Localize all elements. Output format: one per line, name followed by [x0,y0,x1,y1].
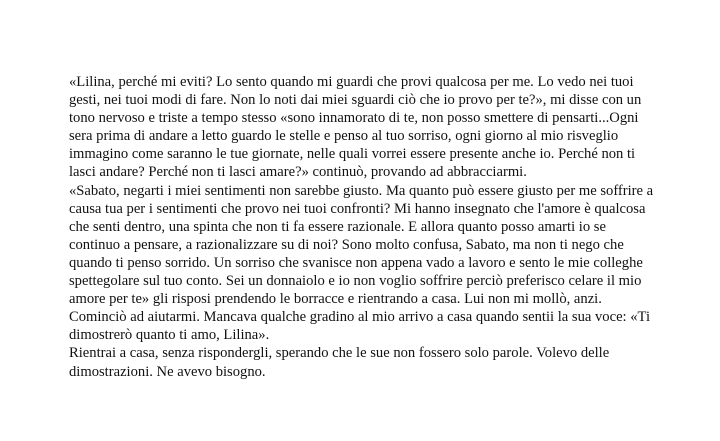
paragraph-3 [69,344,669,380]
text-line: tono nervoso e triste a tempo stesso «sono innamorato di te, non posso smettere di pensarti...Ogni [69,110,639,127]
text-line: dimostrerò quanto ti amo, Lilina». [69,327,270,344]
text-line: dimostrazioni. Ne avevo bisogno. [69,363,266,380]
text-line: quando ti penso sorrido. Un sorriso che svanisce non appena vado a lavoro e sento le mie colleghe [69,254,643,271]
text-line: «Sabato, negarti i miei sentimenti non sarebbe giusto. Ma quanto può essere giusto per me soffrire a [69,182,654,199]
text-line: continuo a pensare, a razionalizzare su di noi? Sono molto confusa, Sabato, ma non ti nego che [69,236,624,253]
text-line: causa tua per i sentimenti che provo nei tuoi confronti? Mi hanno insegnato che l'amore è qualcosa [69,200,646,217]
paragraph-1 [69,73,669,182]
text-line: Rientrai a casa, senza rispondergli, sperando che le sue non fossero solo parole. Volevo delle [69,345,610,362]
text-line: gesti, nei tuoi modi di fare. Non lo noti dai miei sguardi ciò che io provo per te?», mi disse con un [69,92,642,109]
body-text [69,73,669,381]
text-line: amore per te» gli risposi prendendo le borracce e rientrando a casa. Lui non mi mollò, anzi. [69,291,602,308]
text-line: spettegolare sul tuo conto. Sei un donnaiolo e io non voglio soffrire perciò preferisco celare il mio [69,273,642,290]
paragraph-2 [69,182,669,345]
text-line: immagino come saranno le tue giornate, nelle quali vorrei essere presente anche io. Perché non ti [69,146,636,163]
text-line: che senti dentro, una spinta che non ti fa essere razionale. E allora quanto posso amarti io se [69,218,606,235]
text-line: Cominciò ad aiutarmi. Mancava qualche gradino al mio arrivo a casa quando sentii la sua voce: «Ti [69,309,651,326]
text-line: sera prima di andare a letto guardo le stelle e penso al tuo sorriso, ogni giorno al mio risveglio [69,128,619,145]
text-line: «Lilina, perché mi eviti? Lo sento quando mi guardi che provi qualcosa per me. Lo vedo nei tuoi [69,74,634,90]
text-line: lasci andare? Perché non ti lasci amare?» continuò, provando ad abbracciarmi. [69,164,527,181]
